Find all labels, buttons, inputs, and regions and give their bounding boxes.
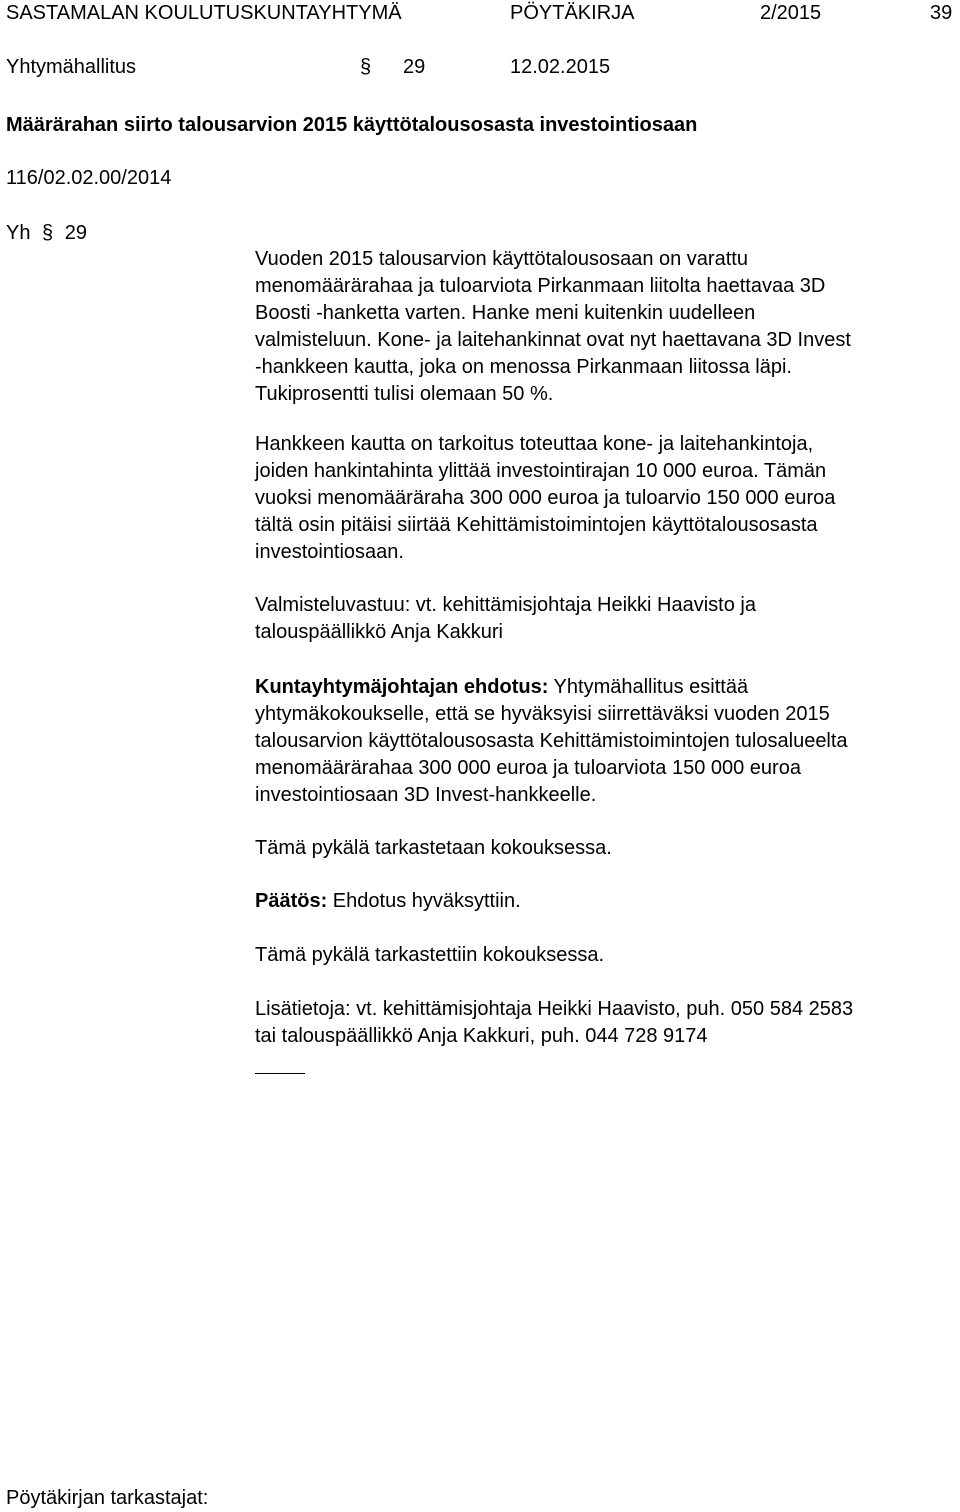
text-line: talousarvion käyttötalousosasta Kehittämistoimintojen tulosalueelta [255, 730, 848, 752]
decision-label: Päätös: [255, 890, 328, 912]
end-rule [255, 1073, 305, 1074]
page-title: Määrärahan siirto talousarvion 2015 käyttötalousosasta investointiosaan [6, 114, 698, 136]
checked-note: Tämä pykälä tarkastettiin kokouksessa. [255, 944, 605, 966]
section-number: 29 [403, 56, 426, 78]
text-line: talouspäällikkö Anja Kakkuri [255, 621, 503, 643]
text-line: menomäärärahaa ja tuloarviota Pirkanmaan liitolta haettavaa 3D [255, 275, 826, 297]
text-line: Tukiprosentti tulisi olemaan 50 %. [255, 383, 554, 405]
proposal-first-line [255, 674, 955, 701]
text-line: investointiosaan. [255, 541, 404, 563]
text-line: Valmisteluvastuu: vt. kehittämisjohtaja Heikki Haavisto ja [255, 594, 756, 616]
text-line: tai talouspäällikkö Anja Kakkuri, puh. 044 728 9174 [255, 1025, 708, 1047]
organization-name: SASTAMALAN KOULUTUSKUNTAYHTYMÄ [6, 2, 402, 24]
text-line: investointiosaan 3D Invest-hankkeelle. [255, 784, 597, 806]
proposal-first-text: Yhtymähallitus esittää [548, 676, 749, 698]
check-note: Tämä pykälä tarkastetaan kokouksessa. [255, 837, 612, 859]
contact-info [255, 996, 955, 1050]
text-line: -hankkeen kautta, joka on menossa Pirkanmaan liitossa läpi. [255, 356, 792, 378]
section-prefix: Yh [6, 222, 31, 244]
text-line: menomäärärahaa 300 000 euroa ja tuloarviota 150 000 euroa [255, 757, 801, 779]
section-label [6, 220, 87, 247]
section-label-symbol: § [42, 222, 54, 244]
text-line: Boosti -hanketta varten. Hanke meni kuitenkin uudelleen [255, 302, 756, 324]
paragraph-proposal [255, 674, 955, 809]
meeting-date: 12.02.2015 [510, 56, 611, 78]
text-line: joiden hankintahinta ylittää investointirajan 10 000 euroa. Tämän [255, 460, 827, 482]
reference-number: 116/02.02.00/2014 [6, 167, 172, 189]
section-symbol: § [360, 56, 372, 78]
text-line: vuoksi menomääräraha 300 000 euroa ja tuloarvio 150 000 euroa [255, 487, 836, 509]
paragraph-preparers [255, 592, 955, 646]
text-line: Hankkeen kautta on tarkoitus toteuttaa kone- ja laitehankintoja, [255, 433, 814, 455]
text-line: Vuoden 2015 talousarvion käyttötalousosaan on varattu [255, 248, 748, 270]
body-name: Yhtymähallitus [6, 56, 137, 78]
paragraph-rationale [255, 431, 955, 566]
checkers-label: Pöytäkirjan tarkastajat: [6, 1487, 209, 1509]
text-line: yhtymäkokoukselle, että se hyväksyisi siirrettäväksi vuoden 2015 [255, 703, 830, 725]
proposal-label: Kuntayhtymäjohtajan ehdotus: [255, 676, 549, 698]
document-number: 2/2015 [760, 2, 822, 24]
document-type: PÖYTÄKIRJA [510, 2, 635, 24]
text-line: valmisteluun. Kone- ja laitehankinnat ovat nyt haettavana 3D Invest [255, 329, 851, 351]
decision-text: Ehdotus hyväksyttiin. [327, 890, 521, 912]
text-line: Lisätietoja: vt. kehittämisjohtaja Heikki Haavisto, puh. 050 584 2583 [255, 998, 854, 1020]
text-line: tältä osin pitäisi siirtää Kehittämistoimintojen käyttötalousosasta [255, 514, 818, 536]
section-label-number: 29 [64, 222, 87, 244]
page-number: 39 [930, 2, 953, 24]
paragraph-background [255, 246, 955, 408]
decision [255, 888, 955, 915]
